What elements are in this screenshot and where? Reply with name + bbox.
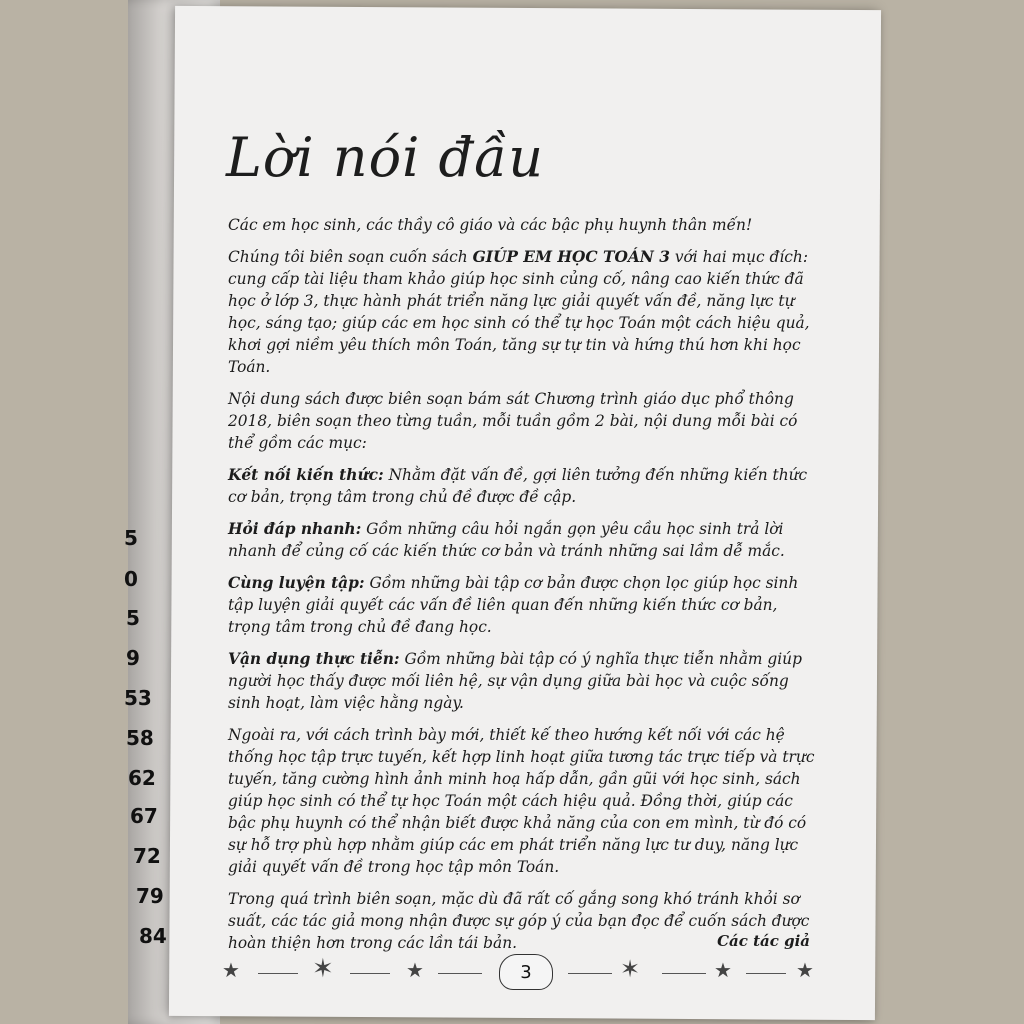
preface-body <box>228 214 820 964</box>
section-label: Hỏi đáp nhanh: <box>228 520 362 538</box>
section-label: Cùng luyện tập: <box>228 574 365 592</box>
section-label: Vận dụng thực tiễn: <box>228 650 400 668</box>
paragraph-content: Nội dung sách được biên soạn bám sát Chương trình giáo dục phổ thông 2018, biên soạn theo từng tuần, mỗi tuần gồm 2 bài, nội dung mỗi bài có thể gồm các mục: <box>228 390 798 452</box>
star-icon: ★ <box>406 958 424 982</box>
paragraph-purpose-text: Chúng tôi biên soạn cuốn sách <box>228 248 473 266</box>
star-icon: ✶ <box>620 955 641 983</box>
left-page-number: 0 <box>124 567 138 591</box>
page-title: Lời nói đầu <box>226 126 544 189</box>
footer-divider <box>568 973 612 974</box>
footer-divider <box>746 973 786 974</box>
star-icon: ★ <box>714 958 732 982</box>
signature: Các tác giả <box>717 932 810 950</box>
left-page-number: 5 <box>126 606 140 630</box>
footer-divider <box>662 973 706 974</box>
footer-divider <box>350 973 390 974</box>
star-icon: ★ <box>796 958 814 982</box>
left-page-number: 58 <box>126 726 154 750</box>
section-text: Gồm những bài tập cơ bản được chọn lọc giúp học sinh tập luyện giải quyết các vấn đề liên quan đến những kiến thức cơ bản, trọng tâm trong chủ đề đang học. <box>228 574 799 636</box>
section-text: Gồm những bài tập có ý nghĩa thực tiễn nhằm giúp người học thấy được mối liên hệ, sự vận dụng giữa bài học và cuộc sống sinh hoạt, làm việc hằng ngày. <box>228 650 802 712</box>
left-page-number: 5 <box>124 526 138 550</box>
left-page-number: 67 <box>130 804 158 828</box>
left-page-number: 53 <box>124 686 152 710</box>
left-page-number: 62 <box>128 766 156 790</box>
left-page-number: 79 <box>136 884 164 908</box>
section-text: Nhằm đặt vấn đề, gợi liên tưởng đến những kiến thức cơ bản, trọng tâm trong chủ đề được đề cập. <box>228 466 808 506</box>
paragraph-purpose-text: với hai mục đích: cung cấp tài liệu tham khảo giúp học sinh củng cố, nâng cao kiến thức đã học ở lớp 3, thực hành phát triển năng lực giải quyết vấn đề, năng lực tự học, sáng tạo; giúp các em học sinh có thể tự học Toán một cách hiệu quả, khơi gợi niềm yêu thích môn Toán, tăng sự tự tin và hứng thú hơn khi học Toán. <box>228 248 810 376</box>
book-title: GIÚP EM HỌC TOÁN 3 <box>472 248 670 266</box>
star-icon: ★ <box>222 958 240 982</box>
greeting: Các em học sinh, các thầy cô giáo và các bậc phụ huynh thân mến! <box>228 216 753 234</box>
section-text: Gồm những câu hỏi ngắn gọn yêu cầu học sinh trả lời nhanh để củng cố các kiến thức cơ bản và tránh những sai lầm dễ mắc. <box>228 520 785 560</box>
paragraph-additional: Ngoài ra, với cách trình bày mới, thiết kế theo hướng kết nối với các hệ thống học tập trực tuyến, kết hợp linh hoạt giữa tương tác trực tiếp và trực tuyến, tăng cường hình ảnh minh hoạ hấp dẫn, gần gũi với học sinh, sách giúp học sinh có thể tự học Toán một cách hiệu quả. Đồng thời, giúp các bậc phụ huynh có thể nhận biết được khả năng của con em mình, từ đó có sự hỗ trợ phù hợp nhằm giúp các em phát triển năng lực tư duy, năng lực giải quyết vấn đề trong học tập môn Toán. <box>228 726 815 876</box>
left-page-number: 9 <box>126 646 140 670</box>
section-item <box>228 464 820 508</box>
section-item <box>228 648 820 714</box>
star-icon: ✶ <box>312 954 334 984</box>
page-footer <box>222 956 822 990</box>
paragraph-closing: Trong quá trình biên soạn, mặc dù đã rất cố gắng song khó tránh khỏi sơ suất, các tác giả mong nhận được sự góp ý của bạn đọc để cuốn sách được hoàn thiện hơn trong các lần tái bản. <box>228 890 810 952</box>
section-label: Kết nối kiến thức: <box>228 466 384 484</box>
section-item <box>228 572 820 638</box>
left-page-number: 72 <box>133 844 161 868</box>
paragraph-purpose <box>228 246 820 378</box>
footer-divider <box>438 973 482 974</box>
left-page-number: 84 <box>139 924 167 948</box>
page-number: 3 <box>499 954 553 990</box>
footer-divider <box>258 973 298 974</box>
section-item <box>228 518 820 562</box>
